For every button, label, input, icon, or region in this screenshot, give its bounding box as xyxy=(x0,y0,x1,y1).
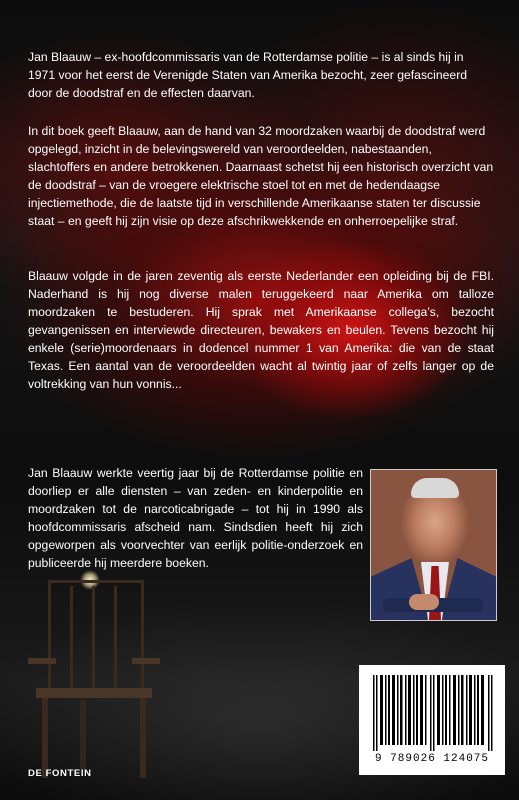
intro-paragraph: Jan Blaauw – ex-hoofdcommissaris van de Rotterdamse politie – is al sinds hij in 1971 voor het eerst de Verenigde Staten van Amerika bezocht, zeer gefascineerd door de doodstraf en de effecten daarvan. xyxy=(28,50,468,100)
author-photo xyxy=(370,469,497,621)
publisher-logo: DE FONTEIN xyxy=(28,768,92,779)
isbn-barcode xyxy=(359,665,505,775)
barcode-bars xyxy=(373,675,493,751)
electric-chair-image xyxy=(22,580,172,780)
summary-paragraph: In dit boek geeft Blaauw, aan de hand van 32 moordzaken waarbij de doodstraf werd opgelegd, inzicht in de belevingswereld van veroordeelden, nabestaanden, slachtoffers en andere betrokkenen. Daarnaast schetst hij een historisch overzicht van de doodstraf – van de vroegere elektrische stoel tot en met de hedendaagse injectiemethode, die de laatste tijd in verschillende Amerikaanse staten ter discussie staat – en geeft hij zijn visie op deze afschrikwekkende en onherroepelijke straf. xyxy=(28,124,494,228)
author-bio: Jan Blaauw werkte veertig jaar bij de Rotterdamse politie en doorliep er alle diensten – van zeden- en kinderpolitie en moordzaken tot de narcoticabrigade – tot hij in 1990 als hoofdcommissaris afscheid nam. Sindsdien heeft hij zich opgeworpen als voorvechter van eerlijk politie-onderzoek en publiceerde hij meerdere boeken. xyxy=(28,466,363,570)
fbi-paragraph: Blaauw volgde in de jaren zeventig als eerste Nederlander een opleiding bij de FBI. Naderhand is hij nog diverse malen teruggekeerd naar Amerika om talloze moordzaken te bestuderen. Hij sprak met Amerikaanse collega’s, bezocht gevangenissen en interviewde directeuren, bewakers en beulen. Tevens bezocht hij enkele (serie)moordenaars in dodencel nummer 1 van Amerika: die van de staat Texas. Een aantal van de veroordeelden wacht al twintig jaar of zelfs langer op de voltrekking van hun vonnis... xyxy=(28,269,494,391)
isbn-number: 9 789026 124075 xyxy=(374,753,490,765)
